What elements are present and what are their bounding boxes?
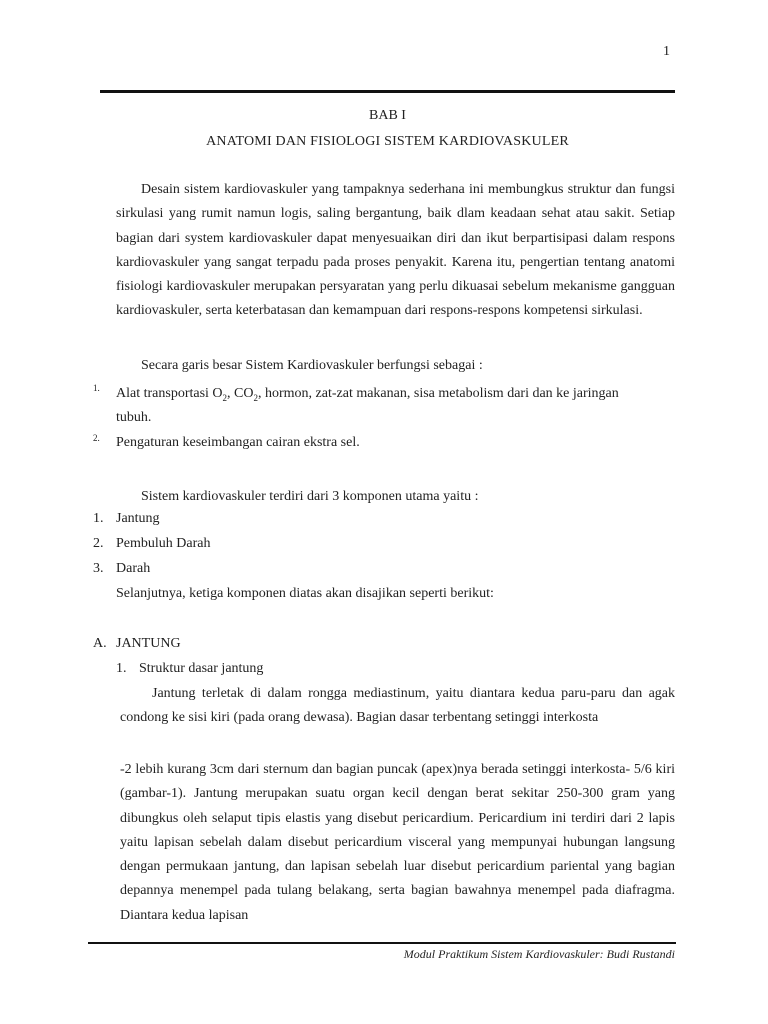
function-item-text: Pengaturan keseimbangan cairan ekstra sel. xyxy=(116,435,360,450)
subsection-number: 1. xyxy=(116,661,127,676)
list-item: Jantung xyxy=(116,511,160,526)
footer-rule xyxy=(88,942,676,944)
page-number: 1 xyxy=(663,44,670,59)
chapter-heading: BAB I xyxy=(369,108,406,123)
components-intro: Sistem kardiovaskuler terdiri dari 3 komponen utama yaitu : xyxy=(141,489,479,504)
function-item-number: 2. xyxy=(93,433,100,443)
function-item-number: 1. xyxy=(93,383,100,393)
list-item: Darah xyxy=(116,561,151,576)
header-rule xyxy=(100,90,675,93)
components-outro: Selanjutnya, ketiga komponen diatas akan disajikan seperti berikut: xyxy=(116,586,494,601)
list-item-number: 1. xyxy=(93,511,104,526)
list-item: Pembuluh Darah xyxy=(116,536,211,551)
subsection-heading: Struktur dasar jantung xyxy=(139,661,264,676)
list-item-number: 2. xyxy=(93,536,104,551)
section-heading: JANTUNG xyxy=(116,636,181,651)
footer-text: Modul Praktikum Sistem Kardiovaskuler: Budi Rustandi xyxy=(403,947,675,961)
function-item-text: Alat transportasi $O_2$, $CO_2$, hormon, zat-zat makanan, sisa metabolism dari dan ke jaringan xyxy=(116,386,619,403)
jantung-paragraph-1: Jantung terletak di dalam rongga mediastinum, yaitu diantara kedua paru-paru dan agak condong ke sisi kiri (pada orang dewasa). Bagian dasar terbentang setinggi interkosta xyxy=(120,686,675,726)
section-letter: A. xyxy=(93,636,107,651)
jantung-paragraph-2: -2 lebih kurang 3cm dari sternum dan bagian puncak (apex)nya berada setinggi interkosta- 5/6 kiri (gambar-1). Jantung merupakan suatu organ kecil dengan berat sekitar 250-300 gram yang dibungkus oleh selaput tipis elastis yang disebut pericardium. Pericardium ini terdiri dari 2 lapis yaitu lapisan sebelah dalam disebut pericardium visceral yang mempunyai hubungan langsung dengan permukaan jantung, dan lapisan sebelah luar disebut pericardium pariental yang bagian depannya menempel pada tulang belakang, serta bagian bawahnya menempel pada diafragma. Diantara kedua lapisan xyxy=(120,762,675,923)
list-item-number: 3. xyxy=(93,561,104,576)
function-item-continuation: tubuh. xyxy=(116,410,152,425)
function-intro: Secara garis besar Sistem Kardiovaskuler berfungsi sebagai : xyxy=(141,358,483,373)
intro-paragraph: Desain sistem kardiovaskuler yang tampaknya sederhana ini membungkus struktur dan fungsi sirkulasi yang rumit namun logis, saling bergantung, baik dlam keadaan sehat atau sakit. Setiap bagian dari system kardiovaskuler dapat menyesuaikan diri dan ikut berpartisipasi dalam respons kardiovaskuler yang sangat terpadu pada proses penyakit. Karena itu, pengertian tentang anatomi fisiologi kardiovaskuler merupakan persyaratan yang perlu dikuasai sebelum mekanisme gangguan kardiovaskuler, serta keterbatasan dan kemampuan dari respons-respons kompetensi sirkulasi. xyxy=(116,182,675,319)
page-title: ANATOMI DAN FISIOLOGI SISTEM KARDIOVASKULER xyxy=(206,134,569,149)
